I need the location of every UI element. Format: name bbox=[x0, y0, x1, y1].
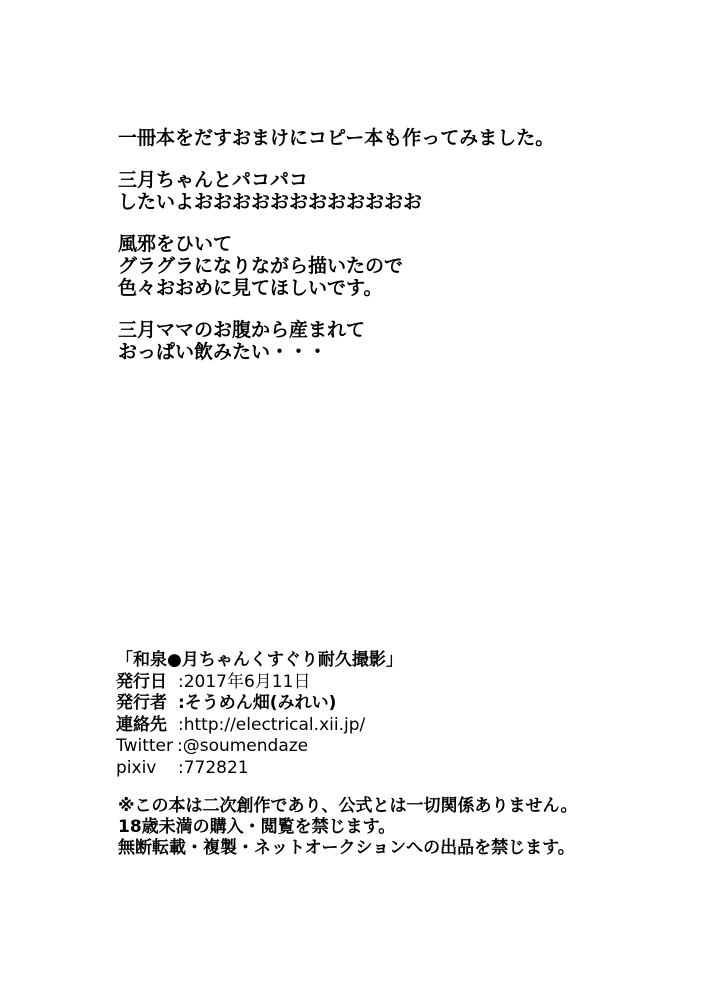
afterword-paragraph bbox=[118, 127, 678, 149]
publisher-value: :そうめん畑(みれい) bbox=[178, 693, 337, 714]
contact-label: 連絡先 bbox=[116, 714, 167, 735]
afterword-text bbox=[118, 127, 678, 383]
twitter-label: Twitter bbox=[116, 736, 173, 757]
colophon-row-pixiv bbox=[116, 758, 676, 780]
afterword-paragraph bbox=[118, 233, 678, 299]
twitter-handle: :@soumendaze bbox=[176, 736, 309, 757]
issue-date-value: :2017年6月11日 bbox=[178, 671, 311, 692]
colophon-row-contact bbox=[116, 715, 676, 737]
notice-line: 18歳未満の購入・閲覧を禁じます。 bbox=[118, 817, 396, 837]
colophon-row-twitter bbox=[116, 736, 676, 758]
legal-notice bbox=[118, 796, 678, 859]
afterword-line: 色々おおめに見てほしいです。 bbox=[118, 277, 383, 299]
notice-line: ※この本は二次創作であり、公式とは一切関係ありません。 bbox=[118, 796, 578, 816]
afterword-line: グラグラになりながら描いたので bbox=[118, 255, 404, 277]
book-title: 「和泉●月ちゃんくすぐり耐久撮影」 bbox=[116, 650, 403, 670]
afterword-line: したいよおおおおおおおおおおおお bbox=[118, 191, 423, 213]
colophon-row-issue-date bbox=[116, 672, 676, 694]
afterword-line: 一冊本をだすおまけにコピー本も作ってみました。 bbox=[118, 127, 555, 149]
colophon bbox=[116, 650, 676, 780]
afterword-line: 風邪をひいて bbox=[118, 233, 233, 255]
afterword-paragraph bbox=[118, 319, 678, 363]
afterword-line: 三月ちゃんとパコパコ bbox=[118, 169, 309, 191]
afterword-paragraph bbox=[118, 169, 678, 213]
contact-url: :http://electrical.xii.jp/ bbox=[178, 714, 366, 735]
pixiv-id: :772821 bbox=[178, 757, 249, 778]
notice-line: 無断転載・複製・ネットオークションへの出品を禁じます。 bbox=[118, 838, 575, 858]
colophon-row-publisher bbox=[116, 693, 676, 715]
pixiv-label: pixiv bbox=[116, 757, 157, 778]
afterword-line: 三月ママのお腹から産まれて bbox=[118, 319, 366, 341]
afterword-line: おっぱい飲みたい・・・ bbox=[118, 341, 328, 363]
publisher-label: 発行者 bbox=[116, 693, 167, 714]
issue-date-label: 発行日 bbox=[116, 671, 167, 692]
